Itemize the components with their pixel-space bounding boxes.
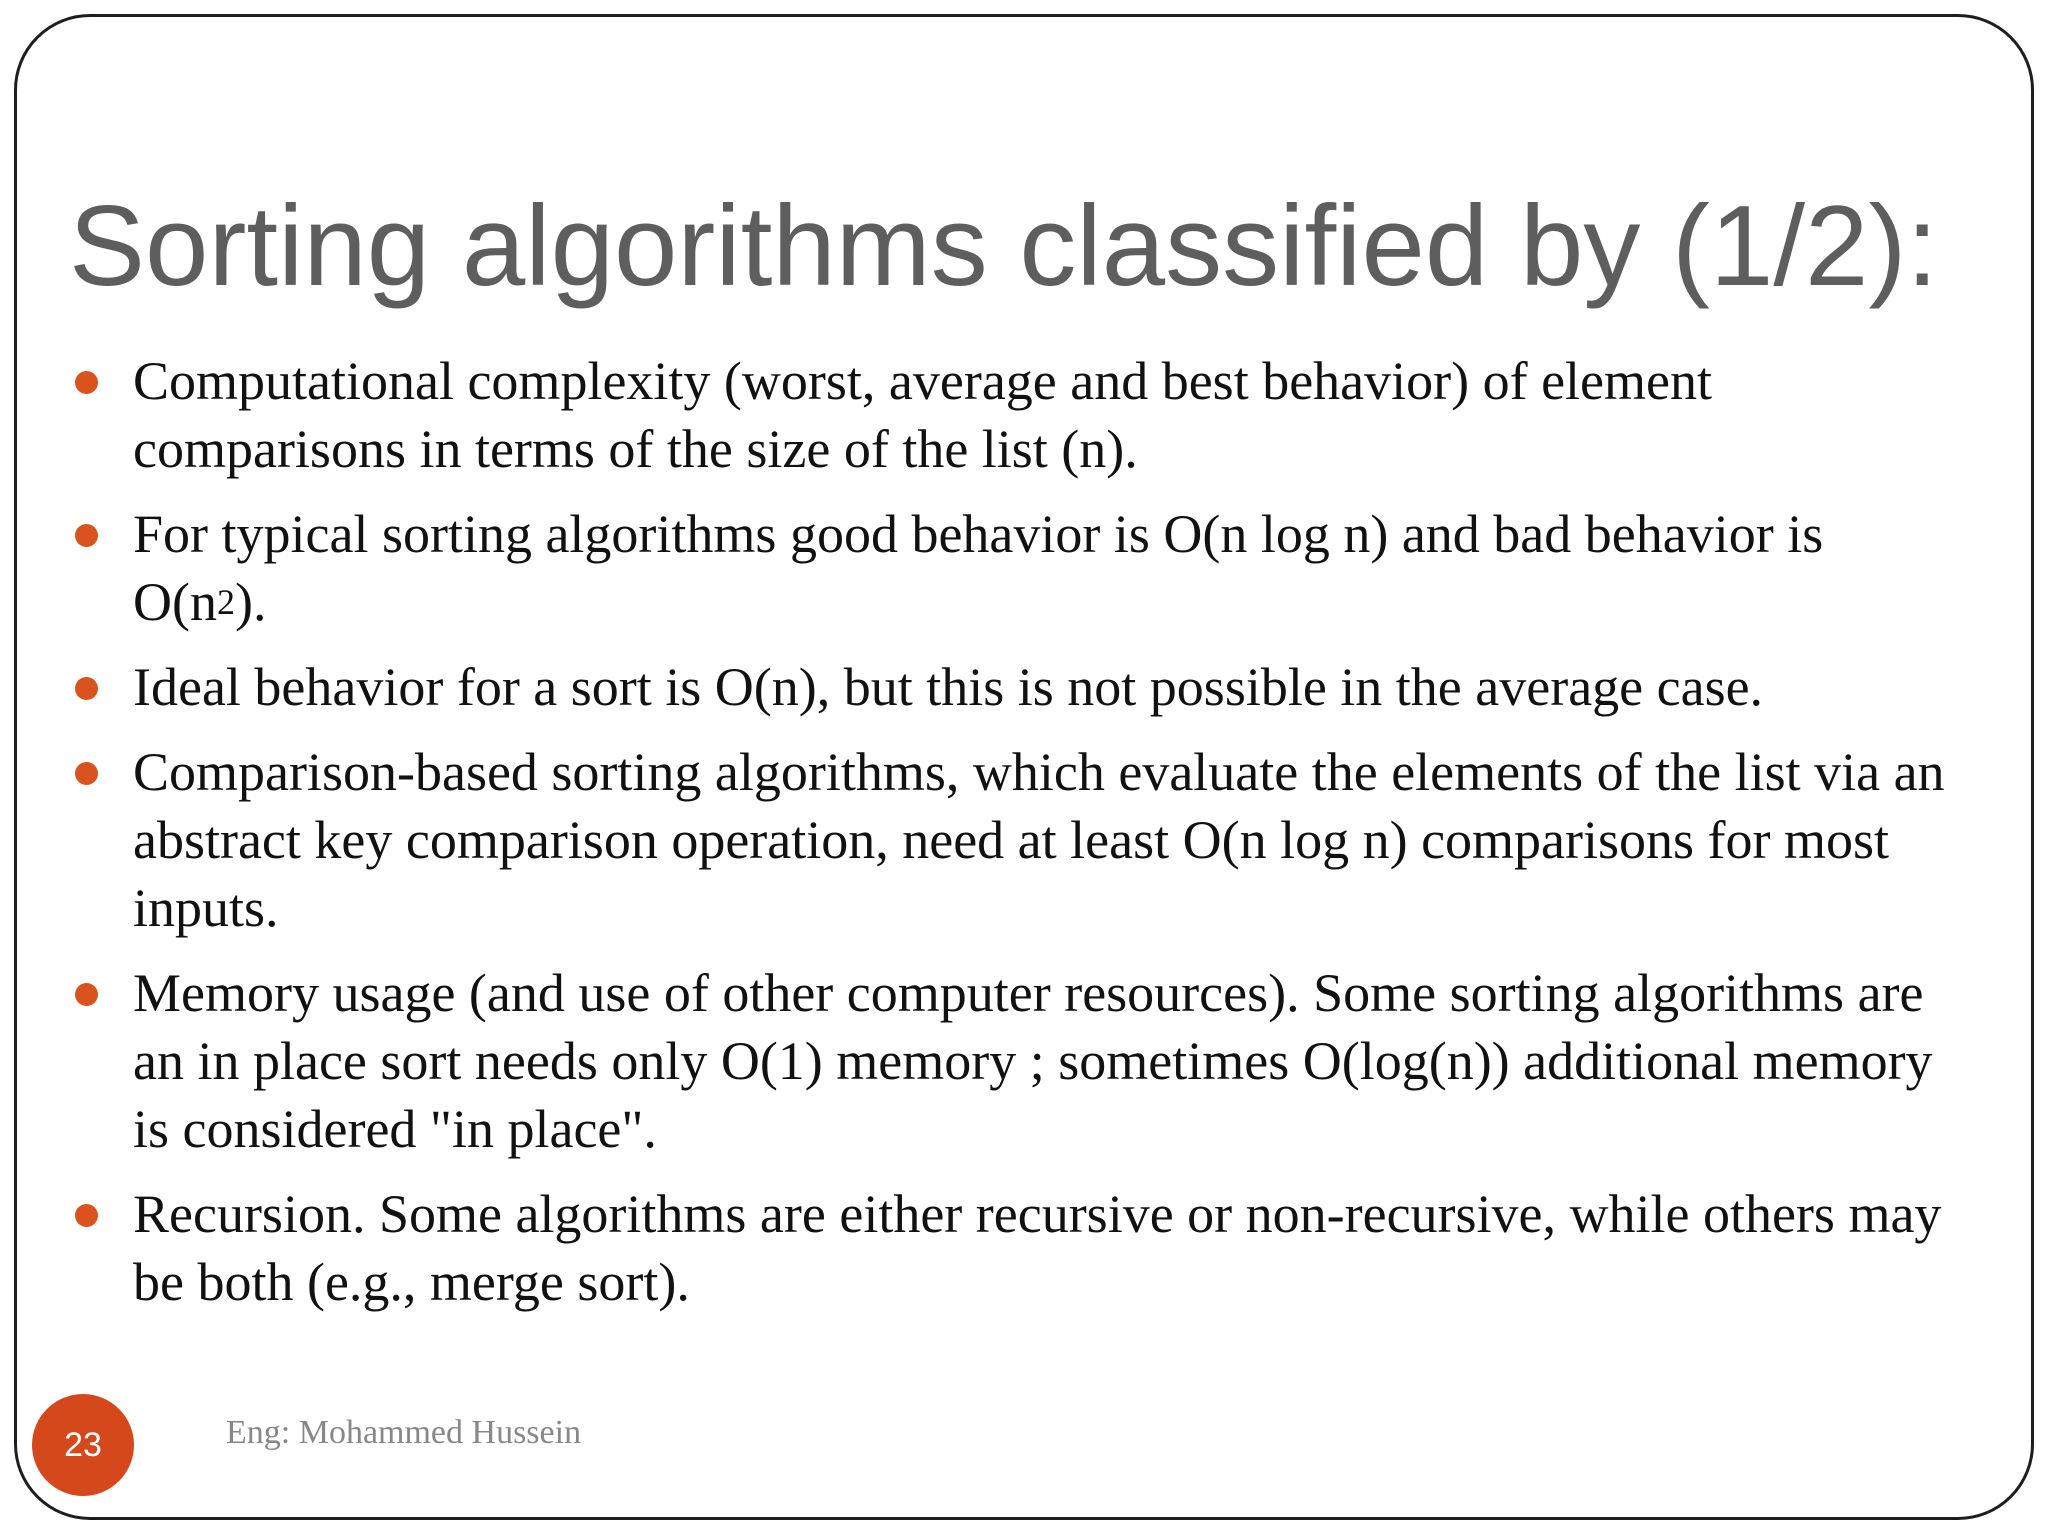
bullet-dot-icon — [75, 983, 98, 1006]
bullet-text-part: ). — [234, 572, 267, 632]
bullet-text: Ideal behavior for a sort is O(n), but this is not possible in the average case. — [133, 657, 1764, 717]
bullet-dot-icon — [75, 1204, 98, 1227]
bullet-item-complexity — [17, 347, 1977, 483]
bullet-text-part: For typical sorting algorithms good behavior is O(n log n) and bad behavior is O(n — [133, 504, 1824, 632]
author-footer: Eng: Mohammed Hussein — [226, 1414, 582, 1451]
bullet-item-typical-behavior — [17, 500, 1977, 636]
slide-title: Sorting algorithms classified by (1/2): — [69, 183, 1939, 310]
bullet-text: Comparison-based sorting algorithms, which evaluate the elements of the list via an abstract key comparison operation, need at least O(n log n) comparisons for most inputs. — [133, 742, 1945, 938]
bullet-list — [17, 347, 1977, 1333]
bullet-item-memory-usage — [17, 959, 1977, 1163]
bullet-dot-icon — [75, 677, 98, 700]
page-number: 23 — [64, 1425, 102, 1464]
bullet-text: Recursion. Some algorithms are either recursive or non-recursive, while others may be both (e.g., merge sort). — [133, 1184, 1942, 1312]
bullet-text: Computational complexity (worst, average and best behavior) of element comparisons in terms of the size of the list (n). — [133, 351, 1712, 479]
page-number-badge — [32, 1394, 134, 1496]
bullet-text: Memory usage (and use of other computer resources). Some sorting algorithms are an in place sort needs only O(1) memory ; sometimes O(log(n)) additional memory is considered "in place". — [133, 963, 1933, 1159]
slide-frame — [14, 14, 2034, 1520]
superscript-exponent: 2 — [216, 582, 235, 622]
bullet-dot-icon — [75, 524, 98, 547]
bullet-text — [133, 500, 1963, 636]
bullet-dot-icon — [75, 762, 98, 785]
bullet-item-ideal-behavior — [17, 653, 1977, 721]
bullet-item-recursion — [17, 1180, 1977, 1316]
bullet-dot-icon — [75, 371, 98, 394]
bullet-item-comparison-based — [17, 738, 1977, 942]
